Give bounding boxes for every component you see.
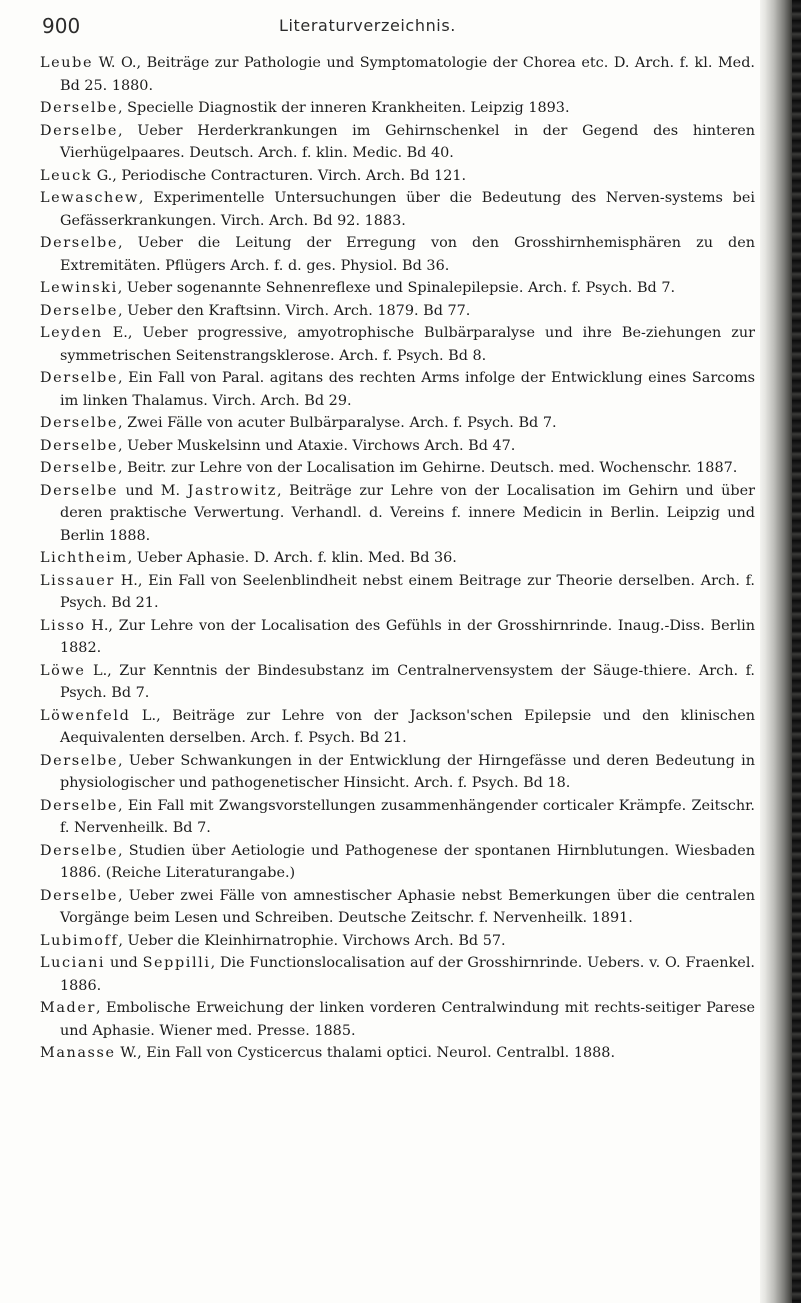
reference-author: Derselbe	[40, 842, 118, 859]
reference-entry	[40, 97, 755, 120]
reference-author: Derselbe	[40, 797, 118, 814]
reference-text: E., Ueber progressive, amyotrophische Bulbärparalyse und ihre Be-ziehungen zur symmetrischen Seitenstrangsklerose. Arch. f. Psych. Bd 8.	[60, 325, 755, 364]
reference-text: L., Zur Kenntnis der Bindesubstanz im Centralnervensystem der Säuge-thiere. Arch. f. Psych. Bd 7.	[60, 662, 755, 701]
reference-text: H., Ein Fall von Seelenblindheit nebst einem Beitrage zur Theorie derselben. Arch. f. Psych. Bd 21.	[60, 572, 755, 611]
reference-entry	[40, 795, 755, 840]
reference-entry	[40, 412, 755, 435]
reference-author: Lubimoff	[40, 932, 119, 949]
reference-author: Lewaschew	[40, 190, 139, 206]
reference-text: , Studien über Aetiologie und Pathogenese der spontanen Hirnblutungen. Wiesbaden 1886. (Reiche Literaturangabe.)	[60, 842, 755, 881]
reference-author: Löwenfeld	[40, 707, 131, 724]
page-edge-shadow	[760, 0, 801, 1303]
reference-text: , Ueber sogenannte Sehnenreflexe und Spinalepilepsie. Arch. f. Psych. Bd 7.	[117, 280, 676, 296]
reference-author: Derselbe	[40, 122, 118, 139]
reference-author: Lisso	[40, 617, 86, 634]
reference-text: , Ueber Schwankungen in der Entwicklung der Hirngefässe und deren Bedeutung in physiologischer und pathogenetischer Hinsicht. Arch. f. Psych. Bd 18.	[60, 752, 755, 791]
reference-entry	[40, 367, 755, 412]
reference-author: Lewinski	[40, 280, 118, 296]
reference-entry	[40, 885, 755, 930]
reference-text: H., Zur Lehre von der Localisation des Gefühls in der Grosshirnrinde. Inaug.-Diss. Berlin 1882.	[60, 617, 755, 656]
reference-author: Derselbe	[40, 100, 118, 116]
reference-text: , Specielle Diagnostik der inneren Krankheiten. Leipzig 1893.	[117, 100, 570, 116]
reference-author: Leuck	[40, 167, 93, 184]
reference-entry	[40, 300, 755, 323]
reference-author: Lichtheim	[40, 550, 128, 566]
reference-text: , Ueber zwei Fälle von amnestischer Aphasie nebst Bemerkungen über die centralen Vorgänge beim Lesen und Schreiben. Deutsche Zeitschr. f. Nervenheilk. 1891.	[60, 887, 755, 926]
reference-entry	[40, 705, 755, 750]
reference-text: , Beitr. zur Lehre von der Localisation im Gehirne. Deutsch. med. Wochenschr. 1887.	[117, 460, 738, 476]
reference-text: , Ueber die Kleinhirnatrophie. Virchows Arch. Bd 57.	[118, 932, 506, 949]
reference-entry	[40, 457, 755, 480]
reference-text: , Ueber die Leitung der Erregung von den Grosshirnhemisphären zu den Extremitäten. Pflügers Arch. f. d. ges. Physiol. Bd 36.	[60, 235, 755, 274]
reference-list	[40, 52, 755, 1065]
reference-text: , Embolische Erweichung der linken vorderen Centralwindung mit rechts-seitiger Parese und Aphasie. Wiener med. Presse. 1885.	[60, 1000, 755, 1039]
reference-author: Mader	[40, 1000, 96, 1016]
reference-entry	[40, 930, 755, 953]
reference-entry	[40, 750, 755, 795]
reference-text: , Ueber Aphasie. D. Arch. f. klin. Med. Bd 36.	[127, 550, 457, 566]
reference-connector: und M.	[117, 482, 188, 499]
reference-entry	[40, 660, 755, 705]
reference-entry	[40, 322, 755, 367]
reference-text: , Die Functionslocalisation auf der Grosshirnrinde. Uebers. v. O. Fraenkel. 1886.	[60, 955, 755, 994]
reference-text: , Ueber Herderkrankungen im Gehirnschenkel in der Gegend des hinteren Vierhügelpaares. Deutsch. Arch. f. klin. Medic. Bd 40.	[60, 122, 755, 161]
reference-author: Derselbe	[40, 437, 118, 454]
reference-entry	[40, 570, 755, 615]
reference-entry	[40, 165, 755, 188]
reference-text: , Zwei Fälle von acuter Bulbärparalyse. Arch. f. Psych. Bd 7.	[117, 415, 557, 431]
reference-author: Derselbe	[40, 460, 118, 476]
reference-author: Manasse	[40, 1045, 116, 1061]
reference-entry	[40, 997, 755, 1042]
reference-entry	[40, 1042, 755, 1065]
reference-text: , Ueber Muskelsinn und Ataxie. Virchows Arch. Bd 47.	[117, 437, 516, 454]
reference-entry	[40, 615, 755, 660]
reference-text: , Beiträge zur Lehre von der Localisation im Gehirn und über deren praktische Verwertung. Verhandl. d. Vereins f. innere Medicin in Berlin. Leipzig und Berlin 1888.	[60, 482, 755, 544]
reference-author: Derselbe	[40, 415, 118, 431]
reference-text: G., Periodische Contracturen. Virch. Arch. Bd 121.	[92, 167, 467, 184]
reference-entry	[40, 480, 755, 548]
reference-entry	[40, 120, 755, 165]
page-number: 900	[42, 14, 81, 38]
reference-entry	[40, 840, 755, 885]
reference-entry	[40, 435, 755, 458]
reference-author: Leyden	[40, 325, 103, 341]
reference-text: , Ueber den Kraftsinn. Virch. Arch. 1879. Bd 77.	[117, 302, 471, 319]
reference-author: Luciani	[40, 955, 106, 971]
reference-entry	[40, 547, 755, 570]
reference-author: Derselbe	[40, 302, 118, 319]
reference-text: W., Ein Fall von Cysticercus thalami optici. Neurol. Centralbl. 1888.	[115, 1045, 616, 1061]
reference-author: Leube	[40, 55, 94, 71]
reference-text: , Experimentelle Untersuchungen über die Bedeutung des Nerven-systems bei Gefässerkrankungen. Virch. Arch. Bd 92. 1883.	[60, 190, 755, 229]
reference-author: Derselbe	[40, 370, 118, 386]
reference-connector: und	[105, 955, 143, 971]
reference-entry	[40, 952, 755, 997]
running-header: Literaturverzeichnis.	[279, 16, 456, 35]
reference-author: Lissauer	[40, 572, 115, 589]
reference-text: , Ein Fall mit Zwangsvorstellungen zusammenhängender corticaler Krämpfe. Zeitschr. f. Nervenheilk. Bd 7.	[60, 797, 755, 836]
reference-author: Derselbe	[40, 752, 118, 769]
reference-text: W. O., Beiträge zur Pathologie und Symptomatologie der Chorea etc. D. Arch. f. kl. Med. Bd 25. 1880.	[60, 55, 755, 94]
reference-author: Löwe	[40, 662, 86, 679]
reference-coauthor: Seppilli	[142, 955, 211, 971]
reference-coauthor: Jastrowitz	[187, 482, 277, 499]
reference-entry	[40, 232, 755, 277]
reference-entry	[40, 277, 755, 300]
reference-text: , Ein Fall von Paral. agitans des rechten Arms infolge der Entwicklung eines Sarcoms im linken Thalamus. Virch. Arch. Bd 29.	[60, 370, 755, 409]
reference-author: Derselbe	[40, 235, 118, 251]
reference-author: Derselbe	[40, 482, 118, 499]
reference-author: Derselbe	[40, 887, 118, 904]
reference-entry	[40, 52, 755, 97]
reference-text: L., Beiträge zur Lehre von der Jackson'schen Epilepsie und den klinischen Aequivalenten derselben. Arch. f. Psych. Bd 21.	[60, 707, 755, 746]
reference-entry	[40, 187, 755, 232]
